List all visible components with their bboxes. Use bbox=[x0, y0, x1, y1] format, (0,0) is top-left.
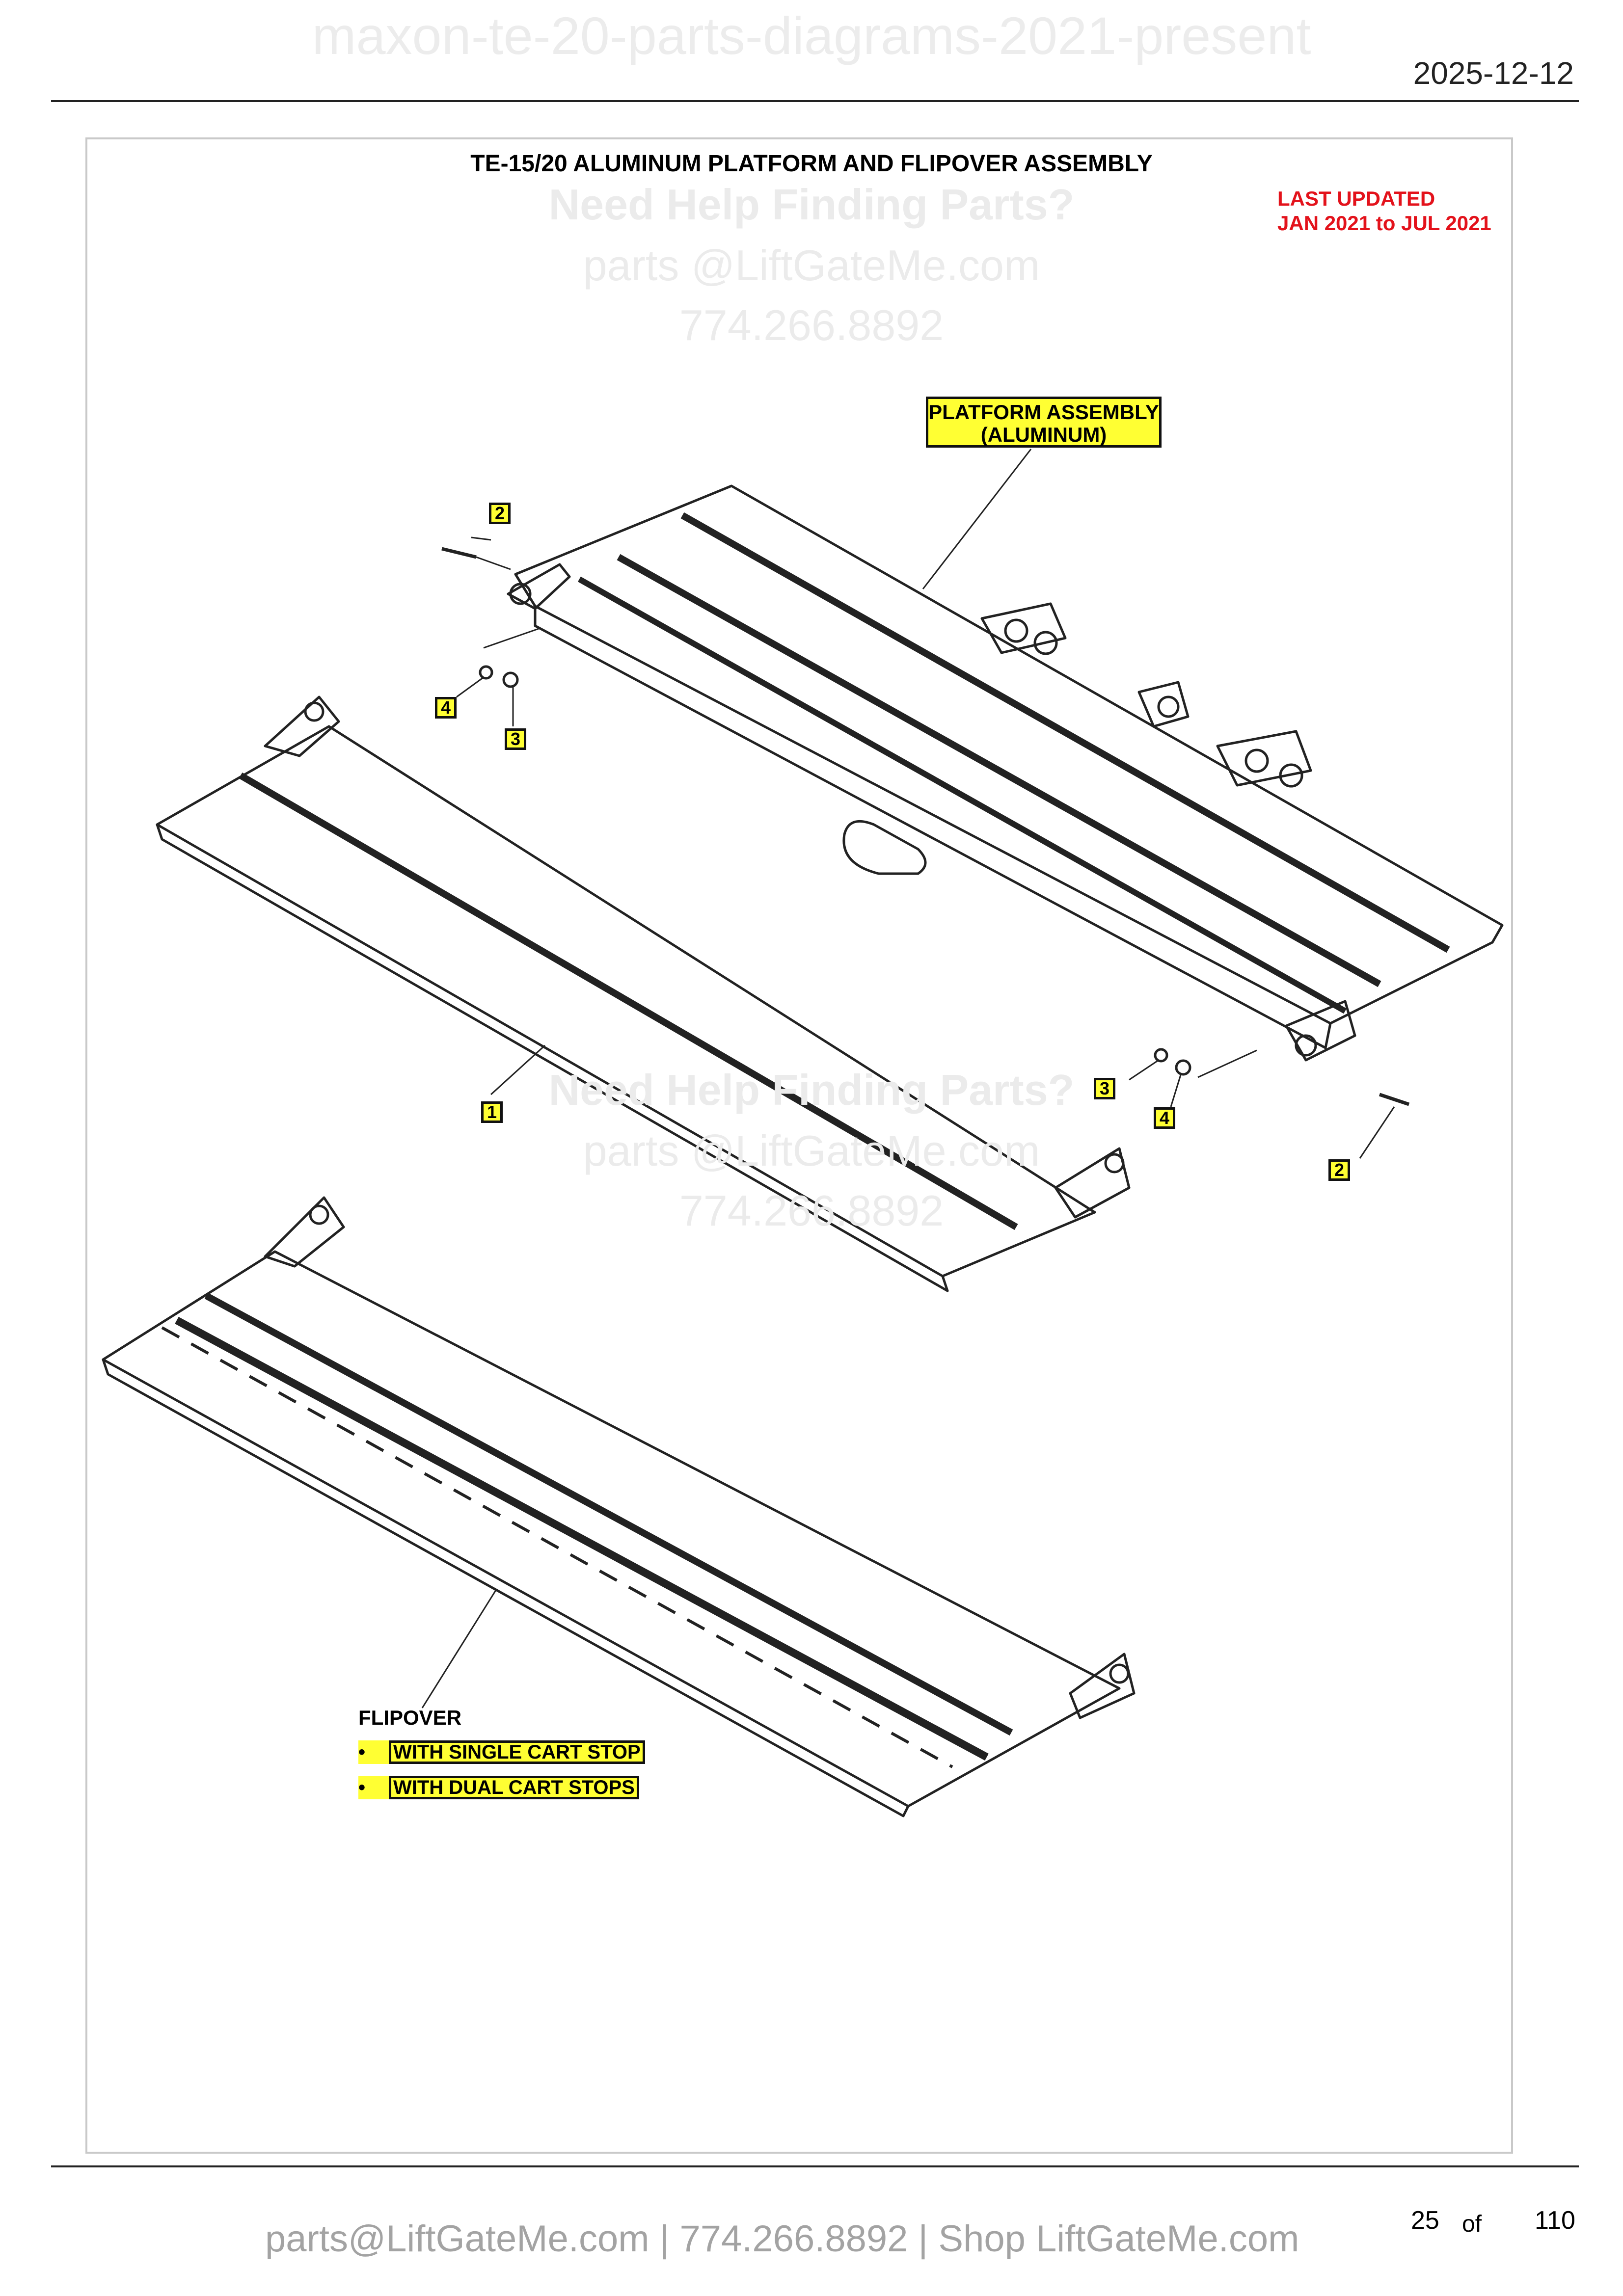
bullet-icon: • bbox=[358, 1776, 389, 1799]
callout-2-right: 2 bbox=[1328, 1159, 1350, 1181]
document-date: 2025-12-12 bbox=[1413, 55, 1574, 91]
footer-divider bbox=[51, 2165, 1579, 2167]
platform-assembly-label-line1: PLATFORM ASSEMBLY bbox=[928, 400, 1159, 424]
watermark-email-2: parts @LiftGateMe.com bbox=[583, 1126, 1040, 1175]
flipover-option-single bbox=[358, 1740, 645, 1766]
platform-assembly-label-line2: (ALUMINUM) bbox=[980, 423, 1107, 446]
footer-contact: parts@LiftGateMe.com | 774.266.8892 | Shop LiftGateMe.com bbox=[265, 2218, 1299, 2260]
last-updated-range: JAN 2021 to JUL 2021 bbox=[1277, 212, 1491, 235]
flipover-label: FLIPOVER bbox=[358, 1706, 462, 1729]
page-of-label: of bbox=[1462, 2211, 1482, 2237]
flipover-option-dual bbox=[358, 1776, 639, 1801]
watermark-help: Need Help Finding Parts? bbox=[548, 180, 1075, 229]
callout-4-left: 4 bbox=[435, 697, 457, 719]
diagram-title: TE-15/20 ALUMINUM PLATFORM AND FLIPOVER ASSEMBLY bbox=[470, 151, 1153, 177]
bullet-icon: • bbox=[358, 1740, 389, 1764]
callout-2-left: 2 bbox=[489, 503, 511, 524]
flipover-option-dual-text: WITH DUAL CART STOPS bbox=[389, 1776, 639, 1799]
page-total: 110 bbox=[1535, 2206, 1575, 2235]
document-watermark-title: maxon-te-20-parts-diagrams-2021-present bbox=[312, 6, 1311, 65]
callout-1: 1 bbox=[481, 1101, 503, 1123]
callout-3-right: 3 bbox=[1094, 1078, 1115, 1099]
watermark-help-2: Need Help Finding Parts? bbox=[548, 1066, 1075, 1114]
flipover-drawing bbox=[103, 1198, 1134, 1816]
platform-assembly-drawing bbox=[442, 449, 1502, 1158]
watermark-phone: 774.266.8892 bbox=[679, 301, 944, 349]
page-number: 25 bbox=[1411, 2206, 1439, 2235]
flipover-option-single-text: WITH SINGLE CART STOP bbox=[389, 1740, 645, 1764]
watermark-phone-2: 774.266.8892 bbox=[679, 1186, 944, 1235]
callout-3-left: 3 bbox=[505, 728, 526, 750]
callout-4-right: 4 bbox=[1154, 1107, 1175, 1129]
platform-assembly-label bbox=[926, 397, 1162, 448]
watermark-email: parts @LiftGateMe.com bbox=[583, 241, 1040, 290]
last-updated-label: LAST UPDATED bbox=[1277, 187, 1435, 210]
